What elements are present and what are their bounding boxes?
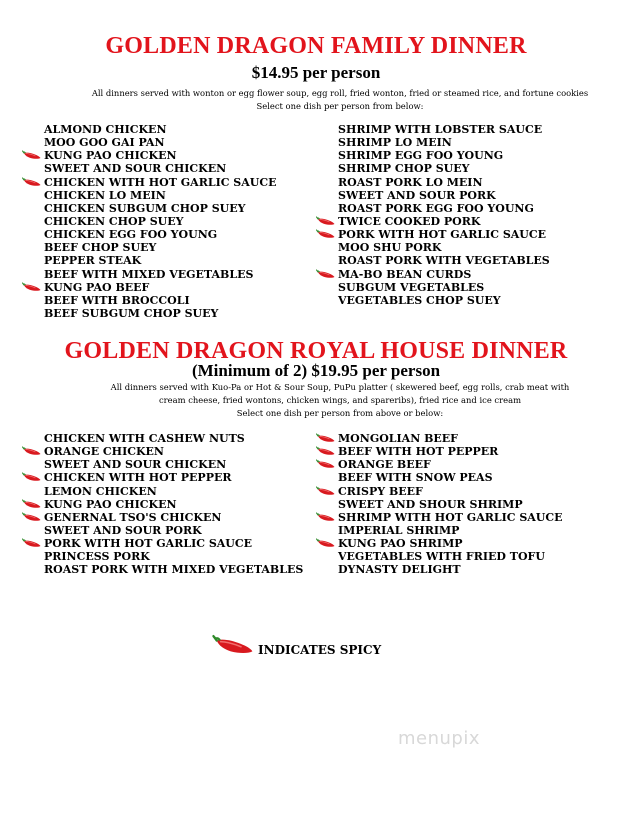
menu-item-label: BEEF WITH SNOW PEAS <box>338 471 493 485</box>
menu-item-label: MONGOLIAN BEEF <box>338 432 458 445</box>
menu-item <box>338 498 563 511</box>
menu-item-label: PEPPER STEAK <box>44 254 142 268</box>
menu-item-label: IMPERIAL SHRIMP <box>338 523 460 537</box>
menu-item <box>44 432 303 445</box>
menu-item <box>338 136 550 149</box>
royal-dinner-price: (Minimum of 2) $19.95 per person <box>191 361 441 380</box>
menu-item-label: BEEF SUBGUM CHOP SUEY <box>44 306 219 320</box>
menu-item <box>338 445 563 458</box>
chili-pepper-icon <box>316 486 336 498</box>
menu-item-label: CHICKEN WITH CASHEW NUTS <box>44 432 245 445</box>
menu-item-label: KUNG PAO CHICKEN <box>44 149 177 163</box>
menu-item-label: SWEET AND SOUR CHICKEN <box>44 162 227 176</box>
menu-item <box>338 176 550 189</box>
menu-item <box>44 294 277 307</box>
menu-item-label: MA-BO BEAN CURDS <box>338 267 472 281</box>
chili-pepper-icon <box>316 433 336 445</box>
menu-item-label: SHRIMP WITH LOBSTER SAUCE <box>338 123 543 136</box>
menu-item <box>338 550 563 563</box>
menu-item <box>338 215 550 228</box>
family-note-line-2: Select one dish per person from below: <box>256 101 424 111</box>
menu-item <box>338 458 563 471</box>
menu-item-label: SWEET AND SOUR CHICKEN <box>44 458 227 472</box>
menu-item <box>338 432 563 445</box>
menu-item-label: SUBGUM VEGETABLES <box>338 280 485 294</box>
menu-item <box>44 228 277 241</box>
menu-item <box>338 228 550 241</box>
royal-left-dish-list <box>44 432 303 577</box>
watermark: menupix <box>398 728 481 749</box>
menu-item <box>44 123 277 136</box>
menu-item-label: ALMOND CHICKEN <box>44 123 167 136</box>
chili-pepper-icon <box>22 472 42 484</box>
chili-pepper-icon <box>22 177 42 189</box>
menu-item <box>44 485 303 498</box>
menu-item-label: BEEF CHOP SUEY <box>44 241 157 255</box>
menu-item <box>44 445 303 458</box>
menu-item <box>338 485 563 498</box>
menu-item-label: CHICKEN WITH HOT PEPPER <box>44 471 232 485</box>
menu-item <box>338 537 563 550</box>
menu-item-label: CHICKEN CHOP SUEY <box>44 214 184 228</box>
menu-item-label: SWEET AND SOUR PORK <box>338 188 496 202</box>
menu-item-label: ROAST PORK WITH MIXED VEGETABLES <box>44 563 304 577</box>
family-left-dish-list <box>44 123 277 320</box>
menu-item <box>338 294 550 307</box>
menu-item <box>44 241 277 254</box>
menu-item-label: SHRIMP LO MEIN <box>338 136 452 150</box>
menu-item <box>44 511 303 524</box>
menu-item <box>44 281 277 294</box>
menu-item <box>338 149 550 162</box>
menu-item <box>338 281 550 294</box>
menu-item-label: PRINCESS PORK <box>44 550 150 564</box>
menu-item <box>338 123 550 136</box>
menu-item <box>44 498 303 511</box>
menu-item-label: BEEF WITH HOT PEPPER <box>338 445 499 459</box>
menu-item <box>44 458 303 471</box>
menu-item-label: SHRIMP CHOP SUEY <box>338 162 470 176</box>
menu-item-label: KUNG PAO SHRIMP <box>338 537 463 551</box>
menu-item-label: TWICE COOKED PORK <box>338 214 481 228</box>
menu-item <box>44 550 303 563</box>
menu-item-label: MOO GOO GAI PAN <box>44 136 165 150</box>
family-right-dish-list <box>338 123 550 307</box>
menu-item-label: LEMON CHICKEN <box>44 484 157 498</box>
chili-pepper-icon <box>22 499 42 511</box>
menu-item-label: PORK WITH HOT GARLIC SAUCE <box>44 537 253 551</box>
menu-item-label: BEEF WITH MIXED VEGETABLES <box>44 267 254 281</box>
menu-item-label: CHICKEN WITH HOT GARLIC SAUCE <box>44 175 277 189</box>
menu-item-label: CHICKEN EGG FOO YOUNG <box>44 228 218 242</box>
family-note-line-1: All dinners served with wonton or egg flower soup, egg roll, fried wonton, fried or steamed rice, and fortune cookies <box>91 88 589 98</box>
menu-item <box>44 215 277 228</box>
chili-pepper-icon <box>316 446 336 458</box>
menu-item-label: ORANGE BEEF <box>338 458 431 472</box>
family-dinner-title: GOLDEN DRAGON FAMILY DINNER <box>105 33 527 59</box>
menu-item <box>44 524 303 537</box>
menu-item-label: SHRIMP EGG FOO YOUNG <box>338 149 504 163</box>
family-dinner-note <box>60 87 620 113</box>
menu-item <box>338 254 550 267</box>
royal-note-line-3: Select one dish per person from above or below: <box>236 408 444 418</box>
menu-item <box>44 563 303 576</box>
chili-pepper-icon <box>22 446 42 458</box>
menu-item <box>338 511 563 524</box>
chili-pepper-icon <box>212 634 256 660</box>
menu-item-label: CHICKEN SUBGUM CHOP SUEY <box>44 201 246 215</box>
menu-item-label: KUNG PAO CHICKEN <box>44 497 177 511</box>
menu-item <box>338 471 563 484</box>
menu-item-label: ROAST PORK EGG FOO YOUNG <box>338 201 534 215</box>
menu-item <box>44 189 277 202</box>
menu-item <box>338 268 550 281</box>
menu-item <box>44 268 277 281</box>
menu-item-label: DYNASTY DELIGHT <box>338 563 461 577</box>
chili-pepper-icon <box>316 216 336 228</box>
royal-dinner-title: GOLDEN DRAGON ROYAL HOUSE DINNER <box>64 338 568 364</box>
menu-item <box>44 307 277 320</box>
menu-item <box>338 524 563 537</box>
chili-pepper-icon <box>22 150 42 162</box>
menu-item <box>338 202 550 215</box>
royal-note-line-1: All dinners served with Kuo-Pa or Hot & Sour Soup, PuPu platter ( skewered beef, egg rolls, crab meat with <box>110 382 570 392</box>
menu-item-label: ROAST PORK LO MEIN <box>338 175 483 189</box>
menu-item <box>44 176 277 189</box>
chili-pepper-icon <box>316 269 336 281</box>
royal-dinner-note <box>80 381 600 420</box>
menu-item-label: VEGETABLES CHOP SUEY <box>338 293 501 307</box>
menu-item <box>338 241 550 254</box>
menu-item <box>338 563 563 576</box>
menu-item <box>44 202 277 215</box>
chili-pepper-icon <box>22 538 42 550</box>
menu-item-label: GENERNAL TSO'S CHICKEN <box>44 510 222 524</box>
menu-item <box>44 136 277 149</box>
menu-item-label: ORANGE CHICKEN <box>44 445 164 459</box>
menu-item <box>44 537 303 550</box>
chili-pepper-icon <box>316 538 336 550</box>
legend-text: INDICATES SPICY <box>258 643 382 657</box>
family-dinner-price: $14.95 per person <box>251 63 381 82</box>
menu-item-label: BEEF WITH BROCCOLI <box>44 293 190 307</box>
menu-item-label: VEGETABLES WITH FRIED TOFU <box>338 550 545 564</box>
menu-item <box>338 162 550 175</box>
menu-item-label: SWEET AND SOUR PORK <box>44 523 202 537</box>
chili-pepper-icon <box>316 459 336 471</box>
royal-note-line-2: cream cheese, fried wontons, chicken wings, and spareribs), fried rice and ice cream <box>158 395 522 405</box>
menu-item-label: SWEET AND SHOUR SHRIMP <box>338 497 523 511</box>
menu-item <box>44 254 277 267</box>
chili-pepper-icon <box>22 512 42 524</box>
menu-item-label: PORK WITH HOT GARLIC SAUCE <box>338 228 547 242</box>
menu-item-label: KUNG PAO BEEF <box>44 280 150 294</box>
royal-right-dish-list <box>338 432 563 577</box>
menu-item-label: CRISPY BEEF <box>338 484 423 498</box>
menu-item <box>338 189 550 202</box>
menu-item-label: SHRIMP WITH HOT GARLIC SAUCE <box>338 510 563 524</box>
menu-item-label: CHICKEN LO MEIN <box>44 188 166 202</box>
chili-pepper-icon <box>316 229 336 241</box>
menu-item <box>44 162 277 175</box>
chili-pepper-icon <box>22 282 42 294</box>
menu-item <box>44 471 303 484</box>
chili-pepper-icon <box>316 512 336 524</box>
menu-item-label: ROAST PORK WITH VEGETABLES <box>338 254 550 268</box>
menu-item <box>44 149 277 162</box>
menu-item-label: MOO SHU PORK <box>338 241 442 255</box>
